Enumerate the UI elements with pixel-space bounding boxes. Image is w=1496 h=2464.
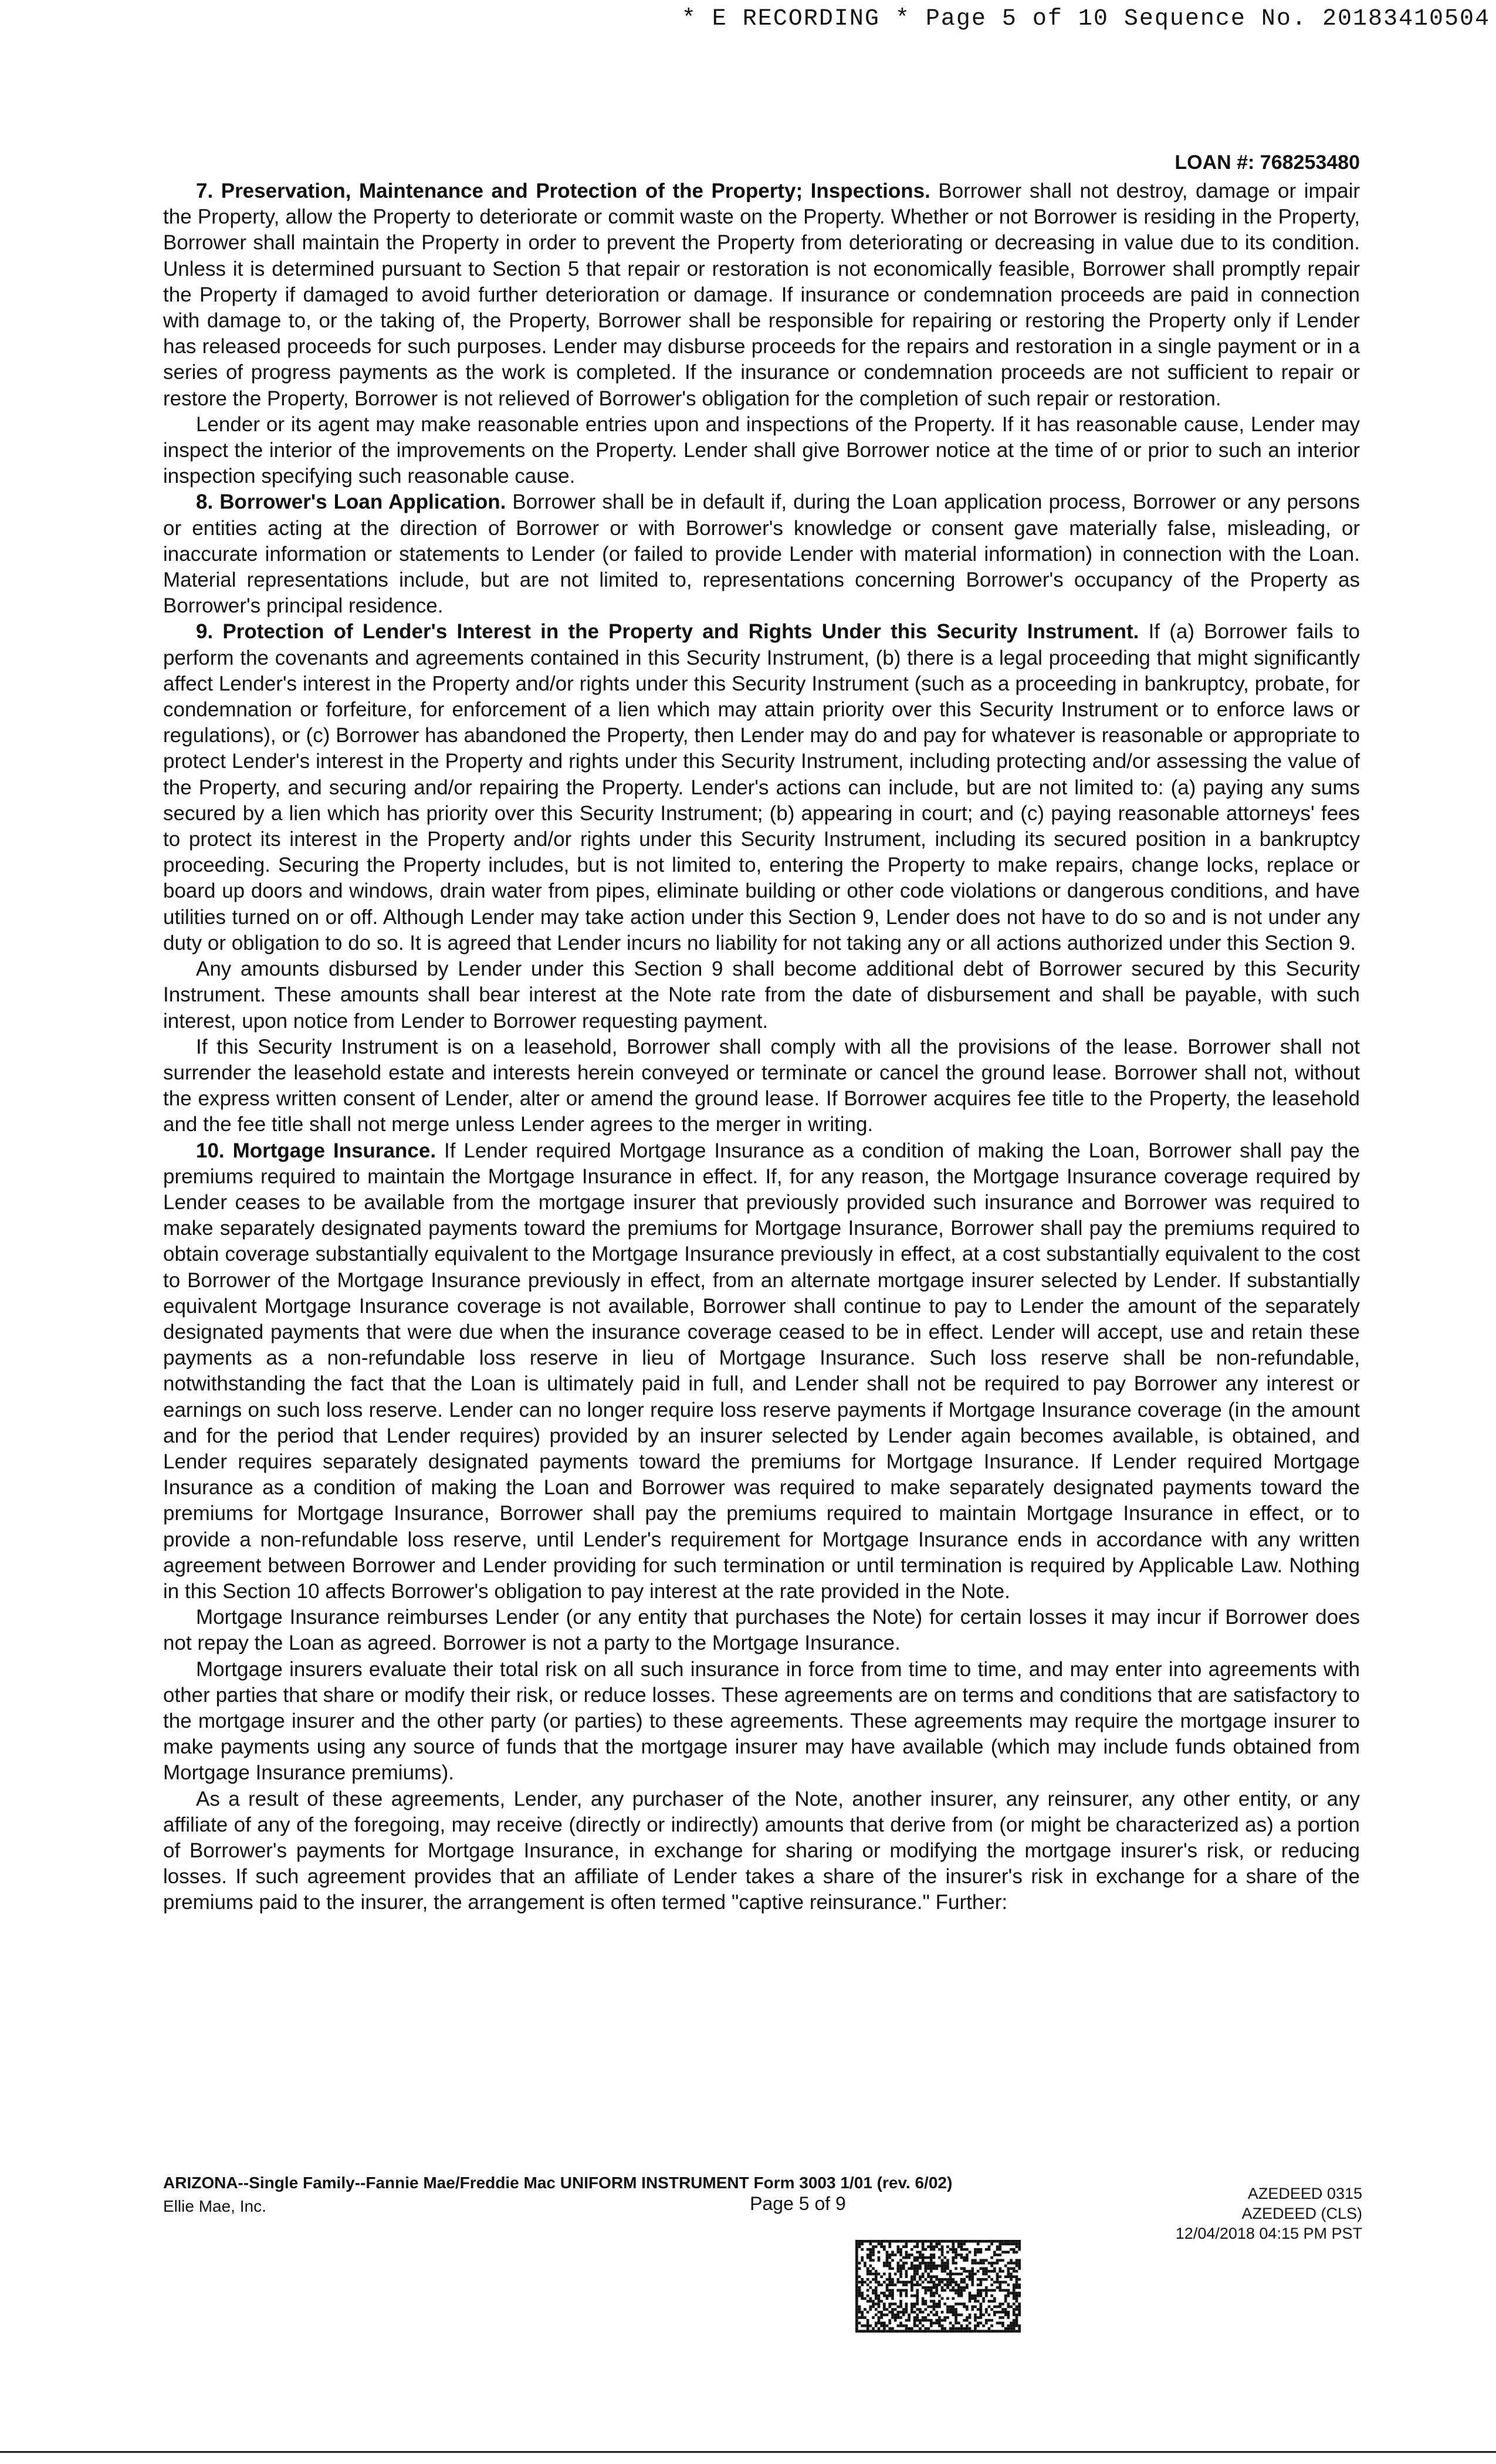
section-10-paragraph-3: Mortgage insurers evaluate their total risk on all such insurance in force from time to time, and may enter into agreements with other parties that share or modify their risk, or reduce losses. These agreements are on terms and conditions that are satisfactory to the mortgage insurer and the other party (or parties) to these agreements. These agreements may require the mortgage insurer to make payments using any source of funds that the mortgage insurer may have available (which may include funds obtained from Mortgage Insurance premiums). [163,1657,1360,1785]
section-10-text-1: If Lender required Mortgage Insurance as a condition of making the Loan, Borrower shall pay the premiums required to maintain the Mortgage Insurance in effect. If, for any reason, the Mortgage Insurance coverage required by Lender ceases to be available from the mortgage insurer that previously provided such insurance and Borrower was required to make separately designated payments toward the premiums for Mortgage Insurance, Borrower shall pay the premiums required to obtain coverage substantially equivalent to the Mortgage Insurance previously in effect, at a cost substantially equivalent to the cost to Borrower of the Mortgage Insurance previously in effect, from an alternate mortgage insurer selected by Lender. If substantially equivalent Mortgage Insurance coverage is not available, Borrower shall continue to pay to Lender the amount of the separately designated payments that were due when the insurance coverage ceased to be in effect. Lender will accept, use and retain these payments as a non-refundable loss reserve in lieu of Mortgage Insurance. Such loss reserve shall be non-refundable, notwithstanding the fact that the Loan is ultimately paid in full, and Lender shall not be required to pay Borrower any interest or earnings on such loss reserve. Lender can no longer require loss reserve payments if Mortgage Insurance coverage (in the amount and for the period that Lender requires) provided by an insurer selected by Lender again becomes available, is obtained, and Lender requires separately designated payments toward the premiums for Mortgage Insurance. If Lender required Mortgage Insurance as a condition of making the Loan and Borrower was required to make separately designated payments toward the premiums for Mortgage Insurance, Borrower shall pay the premiums required to maintain Mortgage Insurance in effect, or to provide a non-refundable loss reserve, until Lender's requirement for Mortgage Insurance ends in accordance with any written agreement between Borrower and Lender providing for such termination or until termination is required by Applicable Law. Nothing in this Section 10 affects Borrower's obligation to pay interest at the rate provided in the Note. [163,1139,1360,1603]
footer-form-title: ARIZONA--Single Family--Fannie Mae/Freddie Mac UNIFORM INSTRUMENT Form 3003 1/01 (rev. 6/02) [163,2174,953,2192]
bottom-rule [0,2451,1496,2453]
footer-timestamp: 12/04/2018 04:15 PM PST [1175,2225,1362,2242]
section-9-paragraph-3: If this Security Instrument is on a leasehold, Borrower shall comply with all the provisions of the lease. Borrower shall not surrender the leasehold estate and interests herein conveyed or terminate or cancel the ground lease. Borrower shall not, without the express written consent of Lender, alter or amend the ground lease. If Borrower acquires fee title to the Property, the leasehold and the fee title shall not merge unless Lender agrees to the merger in writing. [163,1035,1360,1136]
section-10-paragraph-1 [163,1138,1360,1605]
section-8-heading: 8. Borrower's Loan Application. [196,490,506,514]
section-9-text-1: If (a) Borrower fails to perform the covenants and agreements contained in this Security Instrument, (b) there is a legal proceeding that might significantly affect Lender's interest in the Property and/or rights under this Security Instrument (such as a proceeding in bankruptcy, probate, for condemnation or forfeiture, for enforcement of a lien which may attain priority over this Security Instrument or to enforce laws or regulations), or (c) Borrower has abandoned the Property, then Lender may do and pay for whatever is reasonable or appropriate to protect Lender's interest in the Property and rights under this Security Instrument, including protecting and/or assessing the value of the Property, and securing and/or repairing the Property. Lender's actions can include, but are not limited to: (a) paying any sums secured by a lien which has priority over this Security Instrument; (b) appearing in court; and (c) paying reasonable attorneys' fees to protect its interest in the Property and/or rights under this Security Instrument, including its secured position in a bankruptcy proceeding. Securing the Property includes, but is not limited to, entering the Property to make repairs, change locks, replace or board up doors and windows, drain water from pipes, eliminate building or other code violations or dangerous conditions, and have utilities turned on or off. Although Lender may take action under this Section 9, Lender does not have to do so and is not under any duty or obligation to do so. It is agreed that Lender incurs no liability for not taking any or all actions authorized under this Section 9. [163,620,1360,955]
footer-page-number: Page 5 of 9 [750,2193,846,2214]
section-7-heading: 7. Preservation, Maintenance and Protection of the Property; Inspections. [196,180,930,202]
section-7-text-1: Borrower shall not destroy, damage or impair the Property, allow the Property to deteriorate or commit waste on the Property. Whether or not Borrower is residing in the Property, Borrower shall maintain the Property in order to prevent the Property from deteriorating or decreasing in value due to its condition. Unless it is determined pursuant to Section 5 that repair or restoration is not economically feasible, Borrower shall promptly repair the Property if damaged to avoid further deterioration or damage. If insurance or condemnation proceeds are paid in connection with damage to, or the taking of, the Property, Borrower shall be responsible for repairing or restoring the Property only if Lender has released proceeds for such purposes. Lender may disburse proceeds for the repairs and restoration in a single payment or in a series of progress payments as the work is completed. If the insurance or condemnation proceeds are not sufficient to repair or restore the Property, Borrower is not relieved of Borrower's obligation for the completion of such repair or restoration. [163,180,1360,410]
section-7-paragraph-1 [163,178,1360,412]
section-10-heading: 10. Mortgage Insurance. [196,1139,436,1162]
section-8-paragraph-1 [163,489,1360,619]
footer-code-2: AZEDEED (CLS) [1241,2205,1362,2222]
footer-vendor: Ellie Mae, Inc. [163,2197,266,2215]
section-9-paragraph-2: Any amounts disbursed by Lender under this Section 9 shall become additional debt of Borrower secured by this Security Instrument. These amounts shall bear interest at the Note rate from the date of disbursement and shall be payable, with such interest, upon notice from Lender to Borrower requesting payment. [163,957,1360,1033]
loan-number: LOAN #: 768253480 [1175,151,1360,174]
section-9-heading: 9. Protection of Lender's Interest in the Property and Rights Under this Security Instrument. [196,620,1139,644]
footer-code-1: AZEDEED 0315 [1247,2185,1362,2202]
barcode-icon [855,2240,1021,2333]
section-7-paragraph-2: Lender or its agent may make reasonable entries upon and inspections of the Property. If it has reasonable cause, Lender may inspect the interior of the improvements on the Property. Lender shall give Borrower notice at the time of or prior to such an interior inspection specifying such reasonable cause. [163,412,1360,488]
section-10-paragraph-2: Mortgage Insurance reimburses Lender (or any entity that purchases the Note) for certain losses it may incur if Borrower does not repay the Loan as agreed. Borrower is not a party to the Mortgage Insurance. [163,1606,1360,1655]
recording-header: * E RECORDING * Page 5 of 10 Sequence No. 20183410504 [681,6,1490,32]
footer-codes [1176,2184,1362,2243]
document-body [163,178,1360,1916]
section-8-text-1: Borrower shall be in default if, during the Loan application process, Borrower or any persons or entities acting at the direction of Borrower or with Borrower's knowledge or consent gave materially false, misleading, or inaccurate information or statements to Lender (or failed to provide Lender with material information) in connection with the Loan. Material representations include, but are not limited to, representations concerning Borrower's occupancy of the Property as Borrower's principal residence. [163,490,1360,618]
section-9-paragraph-1 [163,619,1360,956]
section-10-paragraph-4: As a result of these agreements, Lender, any purchaser of the Note, another insurer, any reinsurer, any other entity, or any affiliate of any of the foregoing, may receive (directly or indirectly) amounts that derive from (or might be characterized as) a portion of Borrower's payments for Mortgage Insurance, in exchange for sharing or modifying the mortgage insurer's risk, or reducing losses. If such agreement provides that an affiliate of Lender takes a share of the insurer's risk in exchange for a share of the premiums paid to the insurer, the arrangement is often termed "captive reinsurance." Further: [163,1787,1360,1914]
